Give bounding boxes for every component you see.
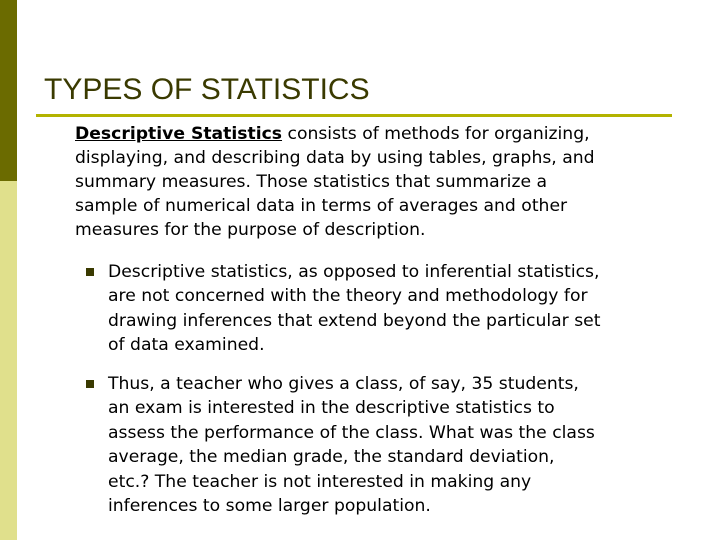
intro-line: measures for the purpose of description. bbox=[75, 220, 426, 240]
title-underline-rule bbox=[36, 114, 672, 117]
bullet-line: of data examined. bbox=[108, 335, 265, 356]
bullet-line: average, the median grade, the standard deviation, bbox=[108, 447, 555, 468]
bullet-line: an exam is interested in the descriptive statistics to bbox=[108, 398, 555, 419]
bullet-text bbox=[108, 372, 698, 518]
bullet-line: are not concerned with the theory and methodology for bbox=[108, 286, 588, 307]
intro-line: sample of numerical data in terms of averages and other bbox=[75, 196, 568, 216]
slide-title: TYPES OF STATISTICS bbox=[44, 73, 370, 106]
square-bullet-icon bbox=[86, 268, 94, 276]
bullet-text bbox=[108, 260, 698, 358]
bullet-line: drawing inferences that extend beyond the particular set bbox=[108, 310, 601, 331]
intro-line: summary measures. Those statistics that summarize a bbox=[75, 172, 548, 192]
intro-line: consists of methods for organizing, bbox=[282, 124, 590, 144]
square-bullet-icon bbox=[86, 380, 94, 388]
bullet-line: assess the performance of the class. What was the class bbox=[108, 422, 595, 443]
intro-term: Descriptive Statistics bbox=[75, 124, 283, 144]
bullet-line: etc.? The teacher is not interested in making any bbox=[108, 471, 532, 492]
sidebar-accent-dark bbox=[0, 0, 17, 181]
sidebar-accent-light bbox=[0, 181, 17, 540]
intro-line: displaying, and describing data by using tables, graphs, and bbox=[75, 148, 595, 168]
intro-paragraph bbox=[75, 122, 695, 242]
bullet-line: Descriptive statistics, as opposed to inferential statistics, bbox=[108, 262, 600, 282]
bullet-line: inferences to some larger population. bbox=[108, 496, 431, 517]
bullet-line: Thus, a teacher who gives a class, of say, 35 students, bbox=[108, 374, 579, 394]
